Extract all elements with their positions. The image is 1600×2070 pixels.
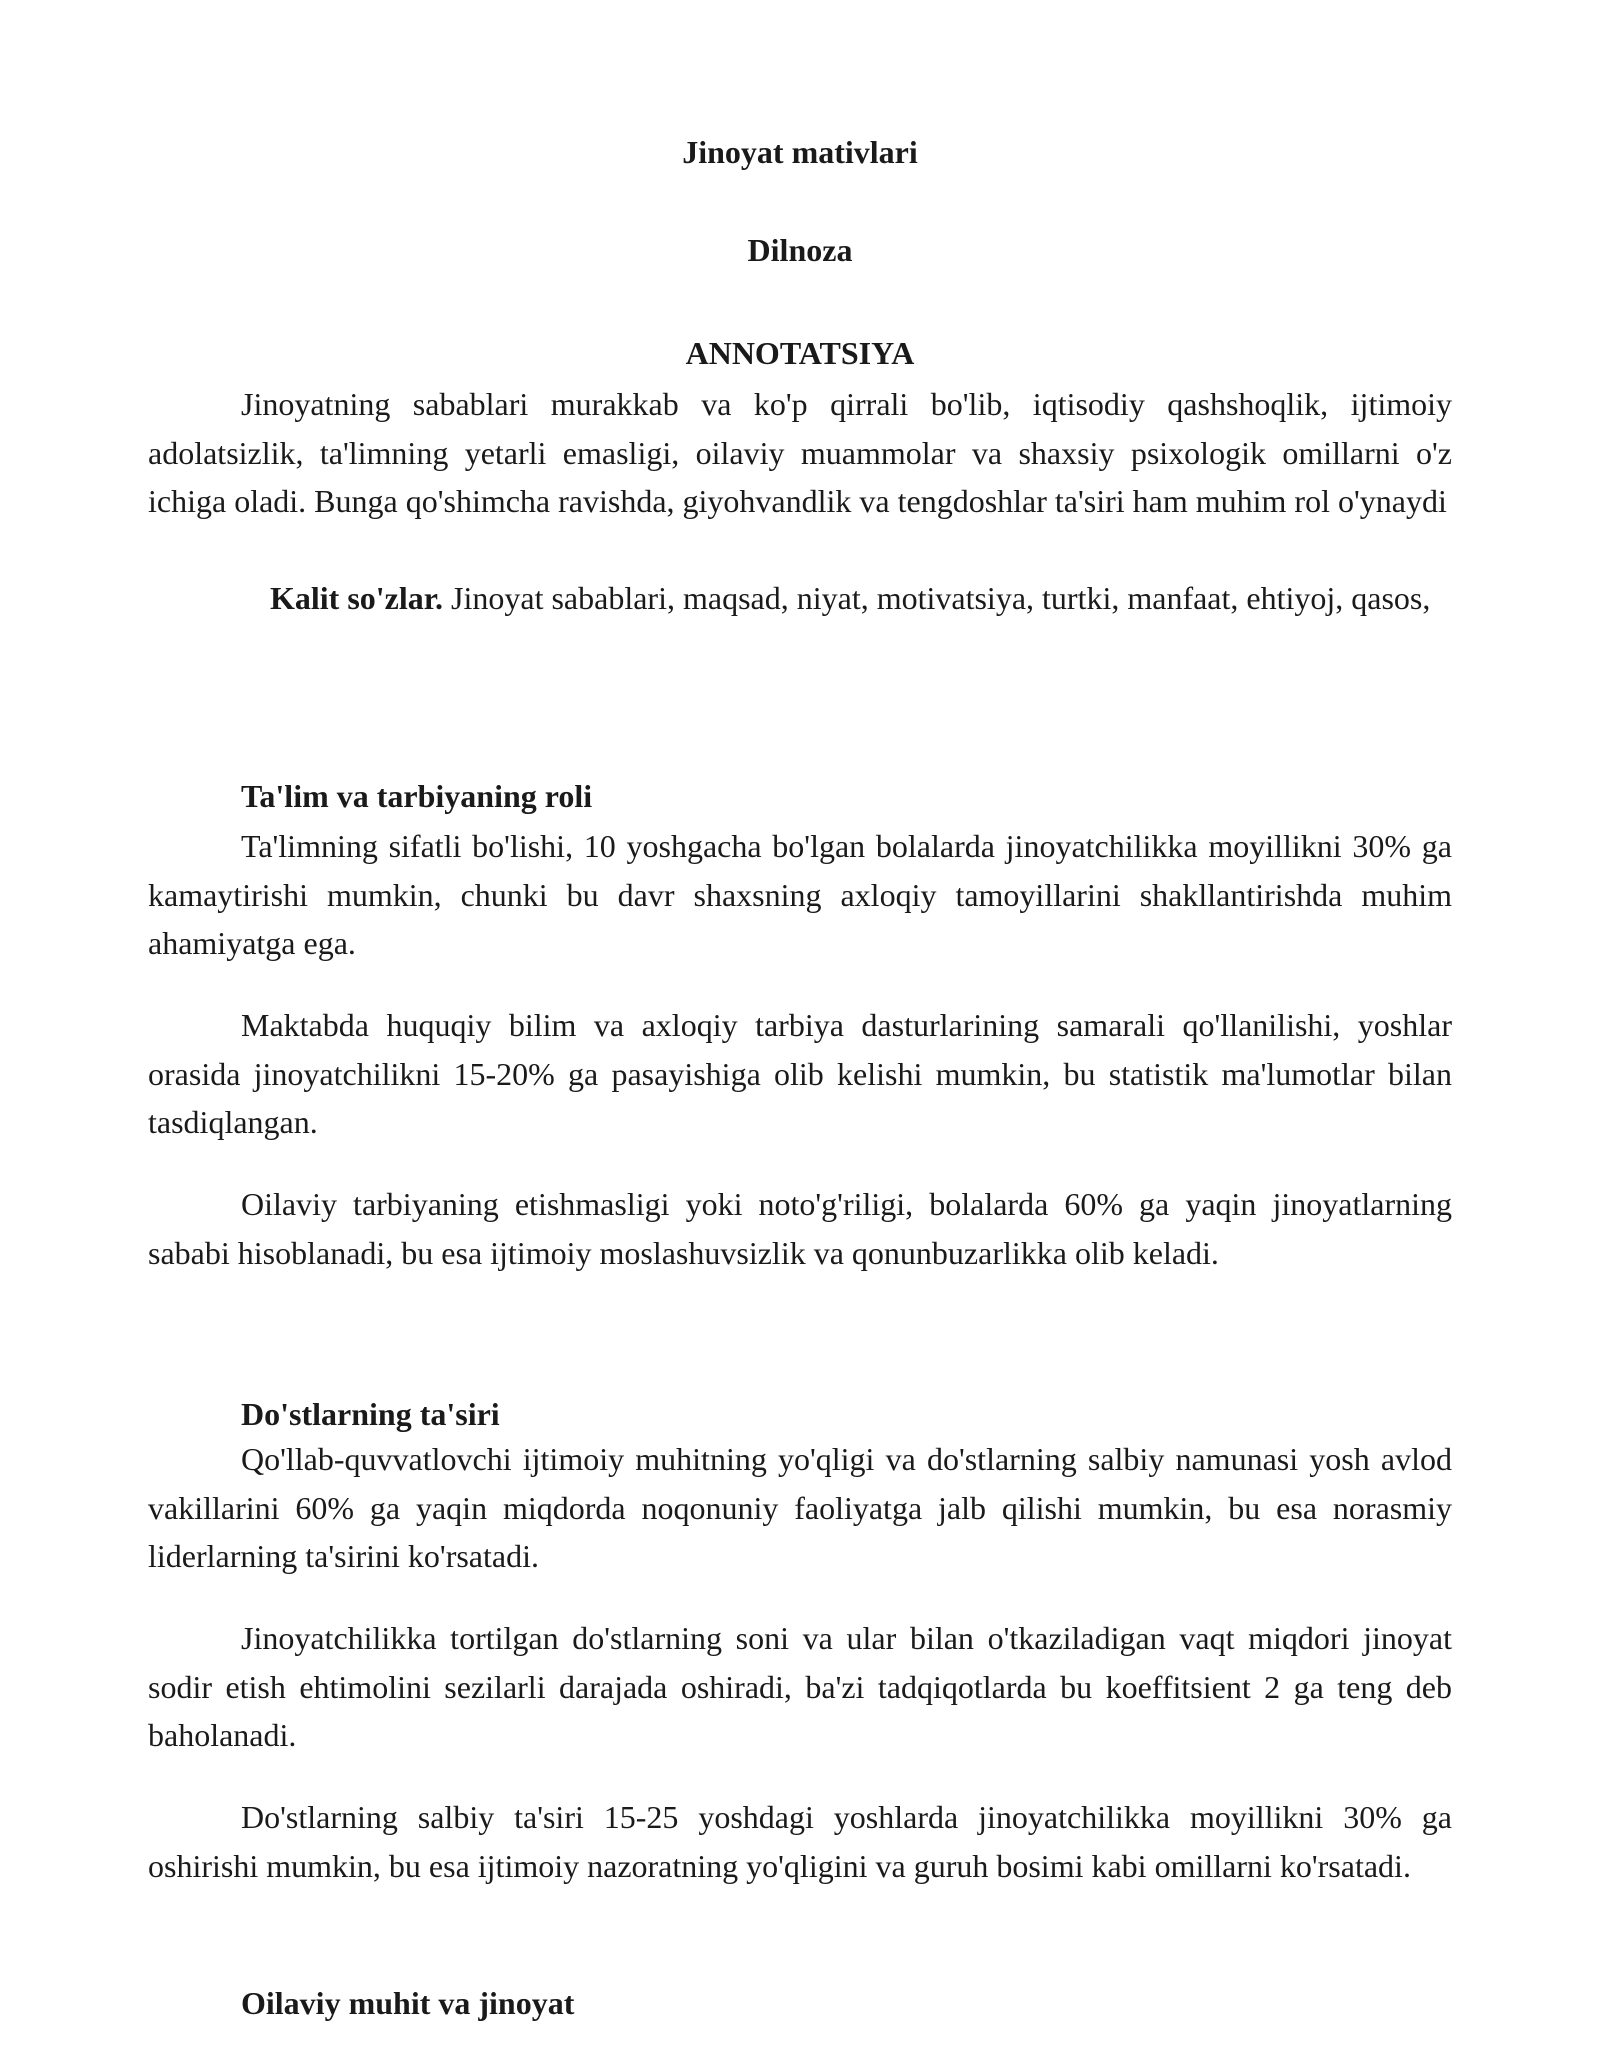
document-title: Jinoyat mativlari (682, 134, 918, 170)
abstract-text: Jinoyatning sabablari murakkab va ko'p qirrali bo'lib, iqtisodiy qashshoqlik, ijtimoiy adolatsizlik, ta'limning yetarli emasligi, oilaviy muammolar va shaxsiy psixologik omillarni o'z ichiga oladi. Bunga qo'shimcha ravishda, giyohvandlik va tengdoshlar ta'siri ham muhim rol o'ynaydi (148, 386, 1452, 519)
keywords-label: Kalit so'zlar. (270, 580, 444, 616)
section-heading-family: Oilaviy muhit va jinoyat (241, 1985, 575, 2021)
section-heading-education: Ta'lim va tarbiyaning roli (241, 778, 593, 814)
section-heading-friends: Do'stlarning ta'siri (241, 1396, 500, 1432)
keywords-text: Jinoyat sabablari, maqsad, niyat, motivatsiya, turtki, manfaat, ehtiyoj, qasos, (443, 580, 1431, 616)
paragraph-education-2: Maktabda huquqiy bilim va axloqiy tarbiya dasturlarining samarali qo'llanilishi, yoshlar orasida jinoyatchilikni 15-20% ga pasayishiga olib kelishi mumkin, bu statistik ma'lumotlar bilan tasdiqlangan. (148, 1007, 1452, 1140)
paragraph-friends-3: Do'stlarning salbiy ta'siri 15-25 yoshdagi yoshlarda jinoyatchilikka moyillikni 30% ga oshirishi mumkin, bu esa ijtimoiy nazoratning yo'qligini va guruh bosimi kabi omillarni ko'rsatadi. (148, 1799, 1452, 1884)
keywords-paragraph (148, 574, 1452, 623)
author-name: Dilnoza (747, 232, 853, 268)
paragraph-friends-2: Jinoyatchilikka tortilgan do'stlarning soni va ular bilan o'tkaziladigan vaqt miqdori jinoyat sodir etish ehtimolini sezilarli darajada oshiradi, ba'zi tadqiqotlarda bu koeffitsient 2 ga teng deb baholanadi. (148, 1620, 1452, 1753)
abstract-heading: ANNOTATSIYA (685, 335, 915, 371)
paragraph-friends-1: Qo'llab-quvvatlovchi ijtimoiy muhitning yo'qligi va do'stlarning salbiy namunasi yosh avlod vakillarini 60% ga yaqin miqdorda noqonuniy faoliyatga jalb qilishi mumkin, bu esa norasmiy liderlarning ta'sirini ko'rsatadi. (148, 1441, 1452, 1574)
paragraph-education-1: Ta'limning sifatli bo'lishi, 10 yoshgacha bo'lgan bolalarda jinoyatchilikka moyillikni 30% ga kamaytirishi mumkin, chunki bu davr shaxsning axloqiy tamoyillarini shakllantirishda muhim ahamiyatga ega. (148, 828, 1452, 961)
paragraph-education-3: Oilaviy tarbiyaning etishmasligi yoki noto'g'riligi, bolalarda 60% ga yaqin jinoyatlarning sababi hisoblanadi, bu esa ijtimoiy moslashuvsizlik va qonunbuzarlikka olib keladi. (148, 1186, 1452, 1271)
